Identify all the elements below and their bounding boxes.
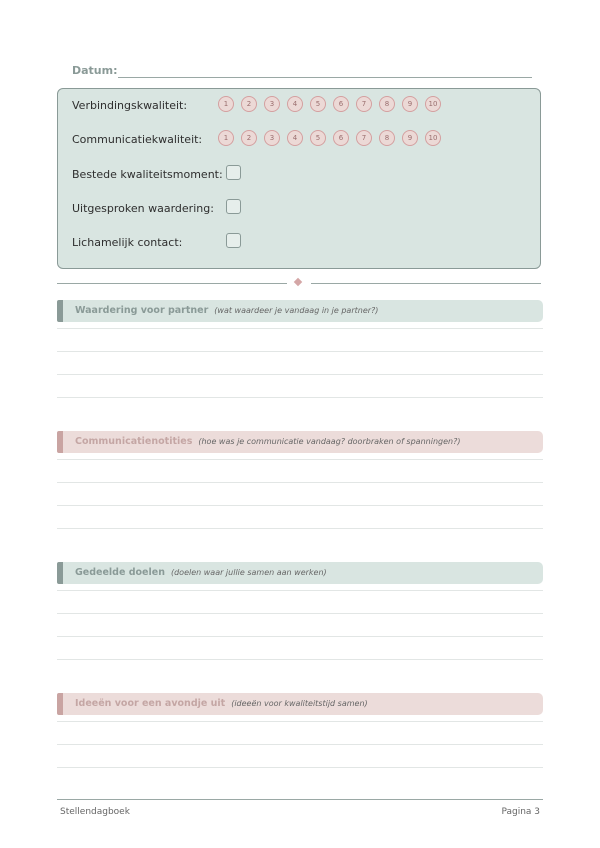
section-title: Ideeën voor een avondje uit [75, 698, 226, 709]
rating-circle[interactable]: 8 [379, 96, 395, 112]
section-appreciation [57, 300, 543, 322]
date-input-line[interactable] [118, 77, 532, 78]
rating-circle[interactable]: 3 [264, 130, 280, 146]
date-label: Datum: [72, 64, 118, 77]
rating-circle[interactable]: 7 [356, 130, 372, 146]
section-divider [57, 277, 541, 289]
physical-contact-checkbox[interactable] [226, 233, 241, 248]
diamond-ornament-icon [294, 278, 302, 286]
section-date-ideas [57, 693, 543, 715]
rating-circle[interactable]: 6 [333, 96, 349, 112]
section-hint: (ideeën voor kwaliteitstijd samen) [231, 699, 368, 708]
rating-circle[interactable]: 3 [264, 96, 280, 112]
check-label: Lichamelijk contact: [72, 236, 183, 249]
rating-circle[interactable]: 2 [241, 130, 257, 146]
section-header [57, 431, 543, 453]
section-header [57, 300, 543, 322]
writing-line[interactable] [57, 636, 543, 637]
rating-circle[interactable]: 7 [356, 96, 372, 112]
section-header [57, 562, 543, 584]
rating-circle[interactable]: 4 [287, 96, 303, 112]
rating-circle[interactable]: 1 [218, 96, 234, 112]
writing-line[interactable] [57, 659, 543, 660]
writing-line[interactable] [57, 590, 543, 591]
rating-circle[interactable]: 6 [333, 130, 349, 146]
rating-circle[interactable]: 10 [425, 96, 441, 112]
writing-line[interactable] [57, 482, 543, 483]
writing-line[interactable] [57, 351, 543, 352]
rating-circle[interactable]: 8 [379, 130, 395, 146]
writing-line[interactable] [57, 613, 543, 614]
footer-journal-name: Stellendagboek [60, 807, 130, 817]
rating-circle[interactable]: 9 [402, 96, 418, 112]
date-row [72, 62, 532, 80]
section-communication [57, 431, 543, 453]
quality-time-checkbox[interactable] [226, 165, 241, 180]
section-hint: (wat waardeer je vandaag in je partner?) [214, 306, 379, 315]
daily-check-panel [57, 88, 541, 269]
rating-circle[interactable]: 5 [310, 96, 326, 112]
section-hint: (hoe was je communicatie vandaag? doorbraken of spanningen?) [198, 437, 461, 446]
writing-line[interactable] [57, 505, 543, 506]
check-label: Uitgesproken waardering: [72, 202, 214, 215]
writing-line[interactable] [57, 397, 543, 398]
rating-label: Verbindingskwaliteit: [72, 99, 188, 112]
rating-circle[interactable]: 10 [425, 130, 441, 146]
section-title: Waardering voor partner [75, 305, 209, 316]
writing-line[interactable] [57, 744, 543, 745]
rating-circle[interactable]: 9 [402, 130, 418, 146]
rating-circle[interactable]: 5 [310, 130, 326, 146]
writing-line[interactable] [57, 528, 543, 529]
writing-line[interactable] [57, 721, 543, 722]
rating-circle[interactable]: 4 [287, 130, 303, 146]
check-label: Bestede kwaliteitsmoment: [72, 168, 223, 181]
section-hint: (doelen waar jullie samen aan werken) [170, 568, 327, 577]
writing-line[interactable] [57, 374, 543, 375]
writing-line[interactable] [57, 459, 543, 460]
section-title: Gedeelde doelen [75, 567, 165, 578]
writing-line[interactable] [57, 767, 543, 768]
rating-label: Communicatiekwaliteit: [72, 133, 203, 146]
section-shared-goals [57, 562, 543, 584]
appreciation-checkbox[interactable] [226, 199, 241, 214]
footer-page-number: Pagina 3 [501, 807, 540, 817]
section-header [57, 693, 543, 715]
rating-circle[interactable]: 1 [218, 130, 234, 146]
footer-divider [57, 799, 543, 800]
writing-line[interactable] [57, 328, 543, 329]
rating-circle[interactable]: 2 [241, 96, 257, 112]
section-title: Communicatienotities [75, 436, 193, 447]
